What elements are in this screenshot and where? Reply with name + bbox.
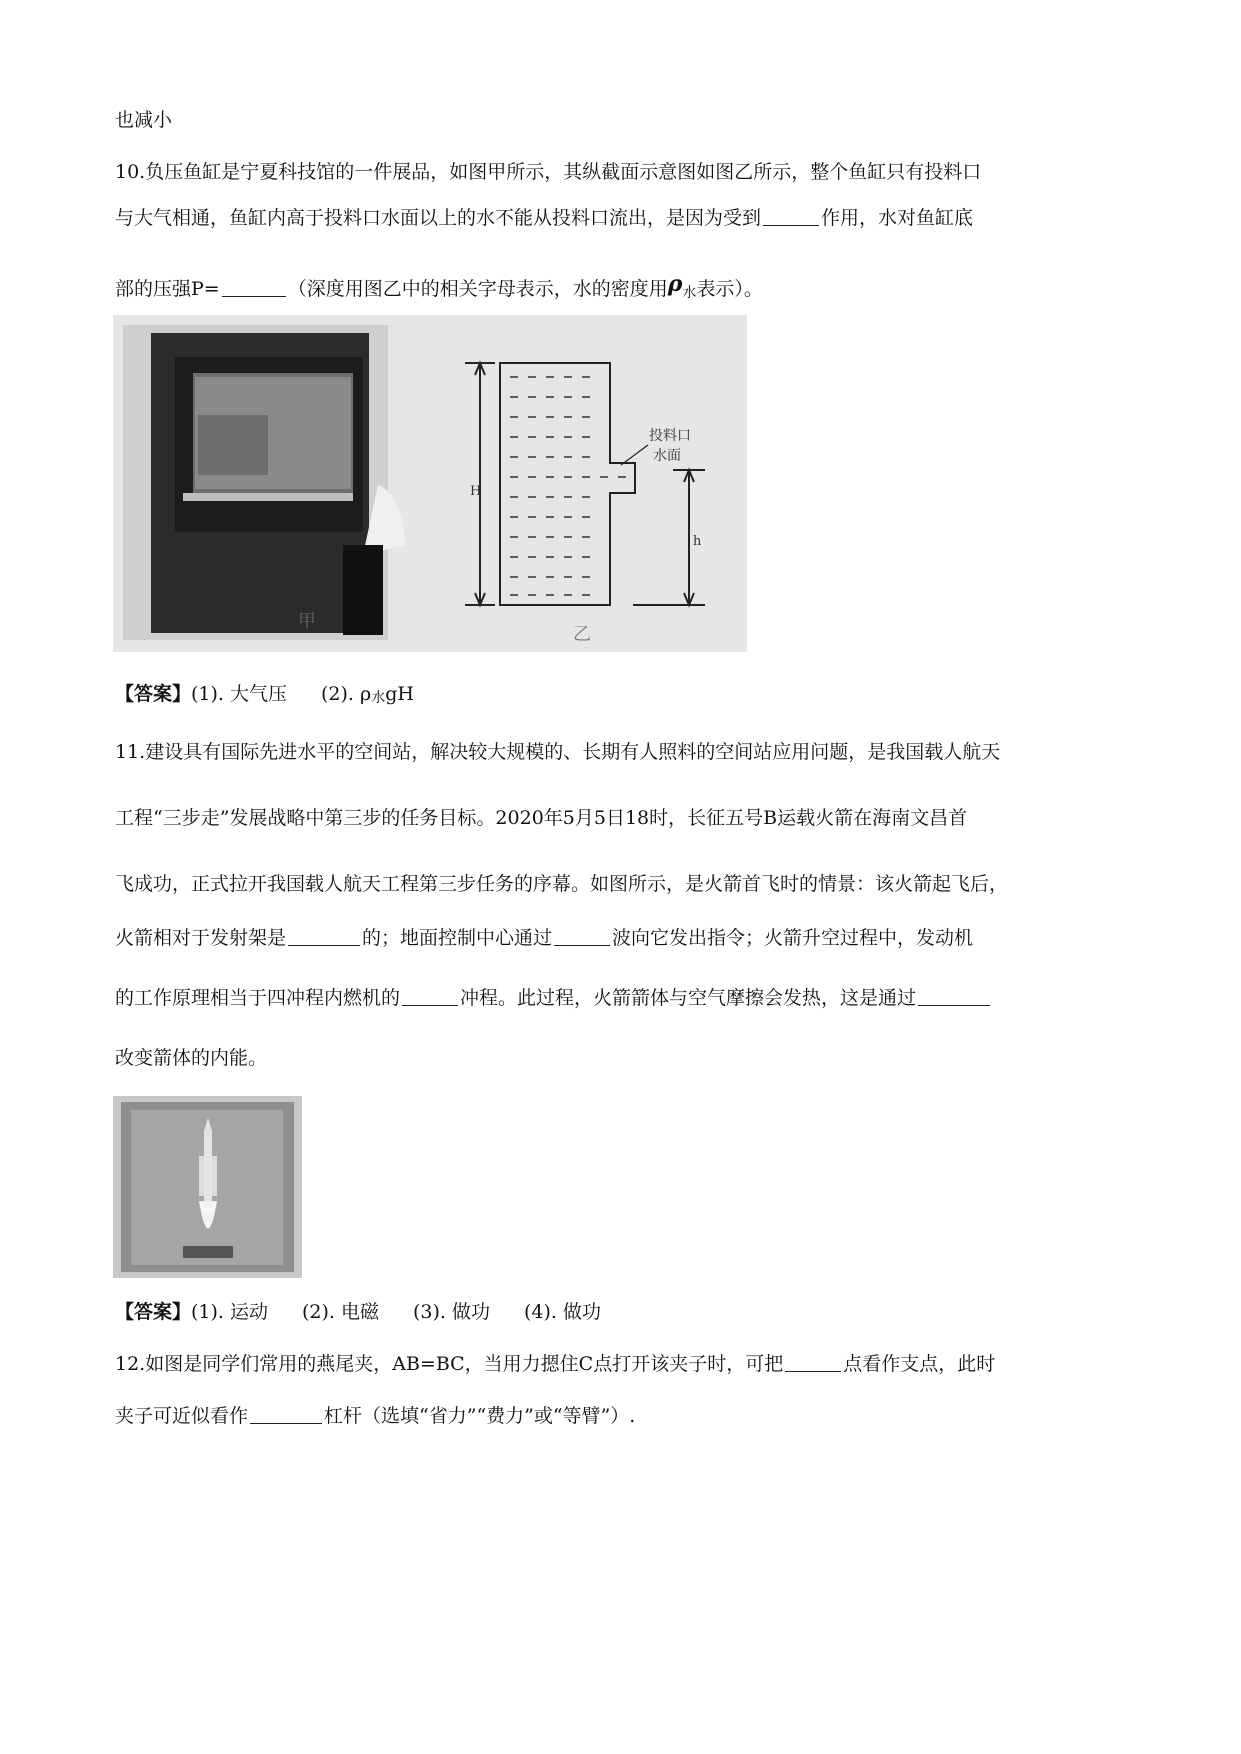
figure-svg bbox=[113, 315, 747, 652]
question-10-figure bbox=[113, 315, 747, 652]
question-11-answer: 【答案】(1). 运动 (2). 电磁 (3). 做功 (4). 做功 bbox=[115, 1301, 602, 1323]
label-surface: 水面 bbox=[653, 448, 681, 464]
label-H: H bbox=[470, 484, 482, 499]
answer-blank bbox=[250, 1405, 322, 1424]
answer-blank bbox=[288, 927, 360, 946]
answer-blank bbox=[402, 987, 458, 1006]
question-10-line-3: 部的压强P= （深度用图乙中的相关字母表示，水的密度用ρ水表示）。 bbox=[115, 271, 763, 301]
question-12-line-2: 夹子可近似看作 杠杆（选填“省力”“费力”或“等臂”）. bbox=[115, 1405, 636, 1427]
question-10-line-2: 与大气相通，鱼缸内高于投料口水面以上的水不能从投料口流出，是因为受到 作用，水对鱼缸底 bbox=[115, 207, 974, 229]
label-inlet: 投料口 bbox=[649, 428, 691, 444]
question-11-line-4: 火箭相对于发射架是 的；地面控制中心通过 波向它发出指令；火箭升空过程中，发动机 bbox=[115, 927, 974, 949]
question-11-line-2: 工程“三步走”发展战略中第三步的任务目标。2020年5月5日18时，长征五号B运载火箭在海南文昌首 bbox=[115, 807, 968, 829]
answer-blank bbox=[763, 207, 819, 226]
answer-blank bbox=[222, 278, 286, 297]
label-h: h bbox=[693, 534, 702, 549]
rho-symbol: ρ bbox=[667, 271, 683, 297]
question-10-line-1: 10.负压鱼缸是宁夏科技馆的一件展品，如图甲所示，其纵截面示意图如图乙所示，整个鱼缸只有投料口 bbox=[115, 161, 982, 183]
question-11-line-5: 的工作原理相当于四冲程内燃机的 冲程。此过程，火箭箭体与空气摩擦会发热，这是通过 bbox=[115, 986, 992, 1010]
text-line: 也减小 bbox=[115, 109, 173, 131]
question-11-line-1: 11.建设具有国际先进水平的空间站，解决较大规模的、长期有人照料的空间站应用问题，是我国载人航天 bbox=[115, 741, 1001, 763]
question-11-line-6: 改变箭体的内能。 bbox=[115, 1047, 268, 1069]
question-12-line-1: 12.如图是同学们常用的燕尾夹，AB=BC，当用力摁住C点打开该夹子时，可把 点看作支点，此时 bbox=[115, 1353, 996, 1375]
label-jia: 甲 bbox=[298, 611, 316, 632]
question-11-line-3: 飞成功，正式拉开我国载人航天工程第三步任务的序幕。如图所示，是火箭首飞时的情景：该火箭起飞后， bbox=[115, 873, 1009, 895]
answer-blank bbox=[554, 927, 610, 946]
rocket-svg bbox=[113, 1096, 302, 1278]
label-yi: 乙 bbox=[573, 624, 591, 645]
answer-blank bbox=[785, 1353, 841, 1372]
rocket-photo bbox=[113, 1096, 302, 1278]
question-10-answer: 【答案】(1). 大气压 (2). ρ水gH bbox=[115, 683, 414, 706]
aquarium-photo bbox=[123, 325, 405, 640]
answer-blank bbox=[918, 987, 990, 1006]
